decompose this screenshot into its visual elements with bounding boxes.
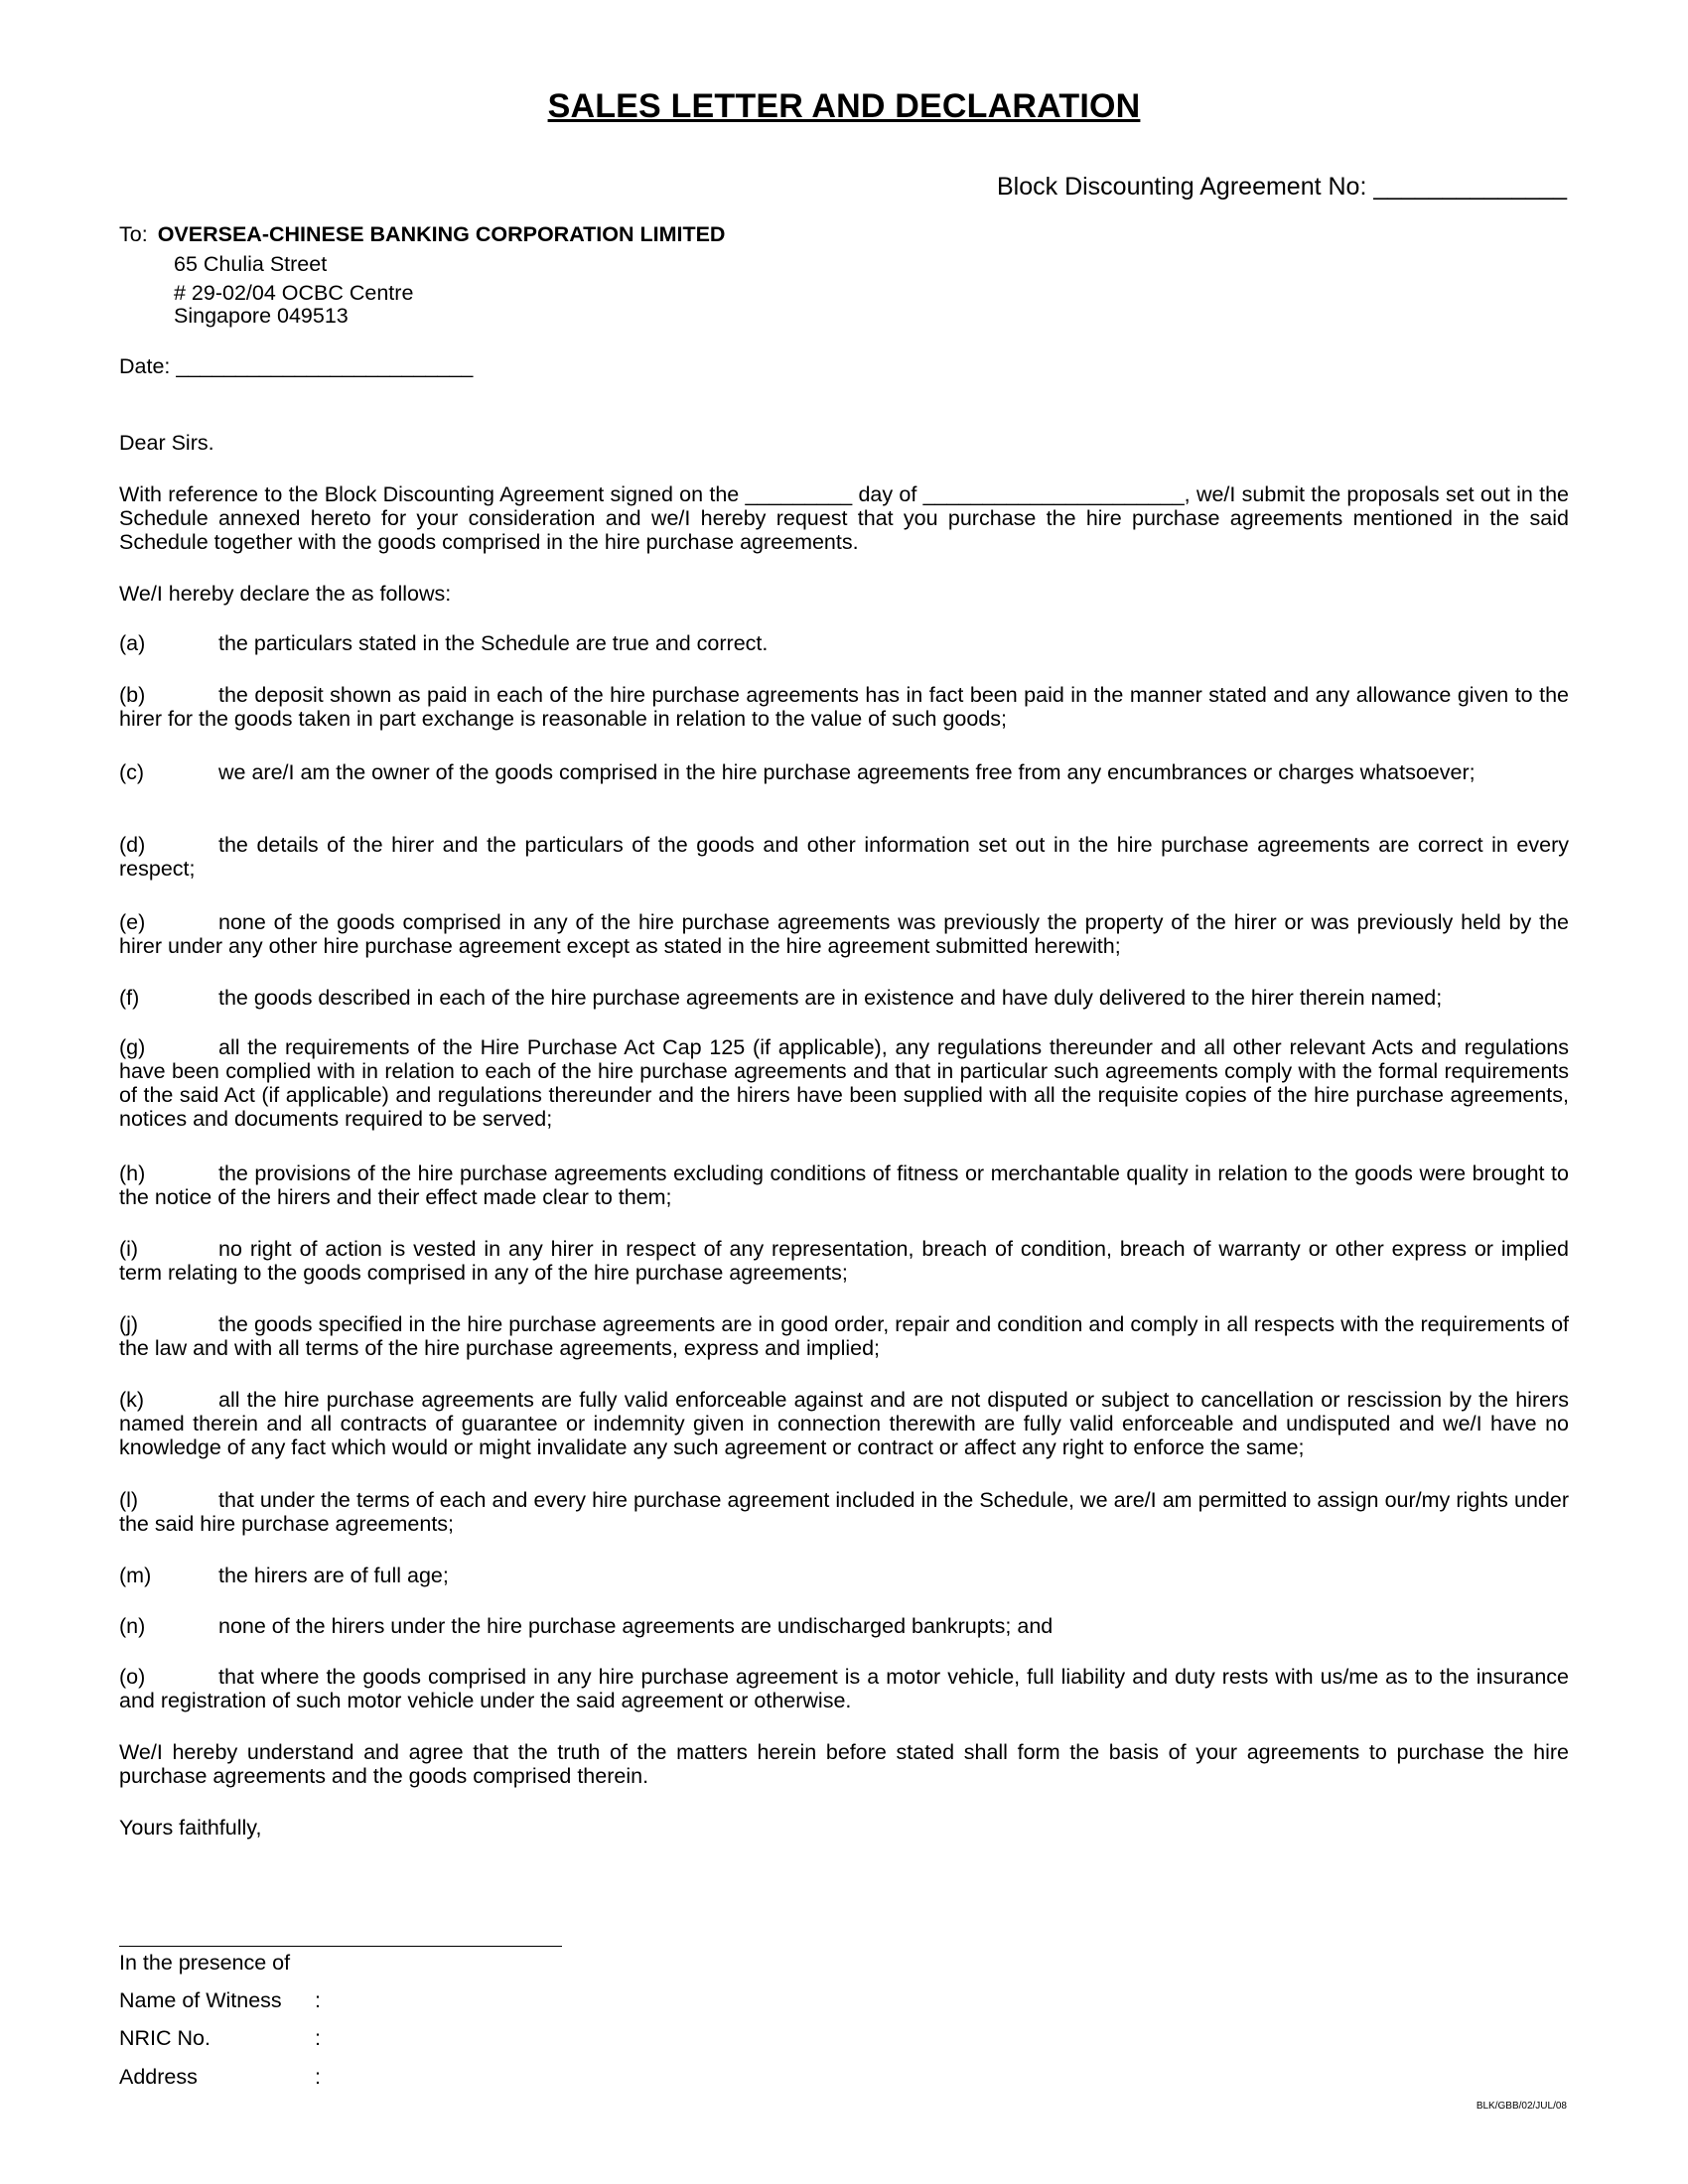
- clause-o: [119, 1665, 1569, 1712]
- clause-text: the goods specified in the hire purchase agreements are in good order, repair and condition and comply in all respects with the requirements of the law and with all terms of the hire purchase agreements, express and implied;: [119, 1312, 1569, 1360]
- to-label: To:: [119, 222, 148, 246]
- in-presence-of: In the presence of: [119, 1951, 291, 1975]
- clause-label: (g): [119, 1035, 146, 1059]
- clause-text: the goods described in each of the hire purchase agreements are in existence and have duly delivered to the hirer therein named;: [218, 986, 1443, 1010]
- address-label: Address: [119, 2065, 198, 2089]
- clause-text: that where the goods comprised in any hire purchase agreement is a motor vehicle, full liability and duty rests with us/me as to the insurance and registration of such motor vehicle under the said agreement or otherwise.: [119, 1665, 1569, 1712]
- clause-text: all the requirements of the Hire Purchase Act Cap 125 (if applicable), any regulations thereunder and all other relevant Acts and regulations have been complied with in relation to each of the hire purchase agreements and that in particular such agreements comply with the formal requirements of the said Act (if applicable) and regulations thereunder and the hirers have been supplied with all the requisite copies of the hire purchase agreements, notices and documents required to be served;: [119, 1035, 1569, 1131]
- clause-label: (b): [119, 683, 146, 707]
- clause-f: [119, 986, 1569, 1010]
- clause-label: (n): [119, 1614, 146, 1638]
- clause-text: all the hire purchase agreements are fully valid enforceable against and are not disputed or subject to cancellation or rescission by the hirers named therein and all contracts of guarantee or indemnity given in connection therewith are fully valid enforceable and undisputed and we/I have no knowledge of any fact which would or might invalidate any such agreement or contract or affect any right to enforce the same;: [119, 1388, 1569, 1459]
- address-field: [119, 2065, 321, 2090]
- bank-name: OVERSEA-CHINESE BANKING CORPORATION LIMITED: [157, 222, 726, 246]
- date-field: Date: _________________________: [119, 354, 474, 378]
- recipient-line: [119, 222, 725, 247]
- clause-l: [119, 1488, 1569, 1536]
- address-line-2: # 29-02/04 OCBC Centre: [174, 281, 414, 305]
- clause-label: (i): [119, 1237, 139, 1261]
- address-line-1: 65 Chulia Street: [174, 252, 328, 276]
- witness-name-colon: :: [315, 1988, 321, 2012]
- intro-paragraph: With reference to the Block Discounting Agreement signed on the _________ day of ______________________, we/I submit the proposals set out in the Schedule annexed hereto for your consideration and we/I hereby request that you purchase the hire purchase agreements mentioned in the said Schedule together with the goods comprised in the hire purchase agreements.: [119, 482, 1569, 554]
- closing-paragraph: We/I hereby understand and agree that the truth of the matters herein before stated shall form the basis of your agreements to purchase the hire purchase agreements and the goods comprised therein.: [119, 1740, 1569, 1788]
- nric-label: NRIC No.: [119, 2026, 211, 2050]
- clause-c: [119, 760, 1569, 784]
- clause-label: (l): [119, 1488, 139, 1512]
- document-title: SALES LETTER AND DECLARATION: [547, 87, 1141, 125]
- clause-label: (f): [119, 986, 140, 1010]
- clause-label: (m): [119, 1564, 152, 1587]
- declare-intro: We/I hereby declare the as follows:: [119, 582, 452, 606]
- agreement-number-field: Block Discounting Agreement No: ______________: [996, 173, 1567, 201]
- clause-g: [119, 1035, 1569, 1131]
- clause-text: the details of the hirer and the particulars of the goods and other information set out in the hire purchase agreements are correct in every respect;: [119, 833, 1569, 881]
- clause-k: [119, 1388, 1569, 1459]
- clause-label: (a): [119, 631, 146, 655]
- salutation: Dear Sirs.: [119, 431, 214, 455]
- clause-text: none of the hirers under the hire purchase agreements are undischarged bankrupts; and: [218, 1614, 1054, 1638]
- signature-line: [119, 1946, 562, 1947]
- clause-n: [119, 1614, 1569, 1638]
- clause-text: the hirers are of full age;: [218, 1564, 449, 1587]
- clause-e: [119, 910, 1569, 958]
- clause-label: (k): [119, 1388, 145, 1412]
- address-colon: :: [315, 2065, 321, 2089]
- clause-text: that under the terms of each and every hire purchase agreement included in the Schedule, we are/I am permitted to assign our/my rights under the said hire purchase agreements;: [119, 1488, 1569, 1536]
- clause-label: (h): [119, 1161, 146, 1185]
- clause-text: we are/I am the owner of the goods comprised in the hire purchase agreements free from any encumbrances or charges whatsoever;: [218, 760, 1476, 784]
- clause-text: none of the goods comprised in any of the hire purchase agreements was previously the property of the hirer or was previously held by the hirer under any other hire purchase agreement except as stated in the hire agreement submitted herewith;: [119, 910, 1569, 958]
- clause-j: [119, 1312, 1569, 1360]
- clause-h: [119, 1161, 1569, 1209]
- clause-m: [119, 1564, 1569, 1587]
- nric-colon: :: [315, 2026, 321, 2050]
- clause-text: the deposit shown as paid in each of the hire purchase agreements has in fact been paid in the manner stated and any allowance given to the hirer for the goods taken in part exchange is reasonable in relation to the value of such goods;: [119, 683, 1569, 731]
- clause-label: (d): [119, 833, 146, 857]
- clause-i: [119, 1237, 1569, 1285]
- nric-field: [119, 2026, 321, 2051]
- clause-a: [119, 631, 1569, 655]
- clause-b: [119, 683, 1569, 731]
- clause-label: (o): [119, 1665, 146, 1689]
- sign-off: Yours faithfully,: [119, 1816, 262, 1840]
- clause-d: [119, 833, 1569, 881]
- witness-name-label: Name of Witness: [119, 1988, 282, 2012]
- clause-label: (e): [119, 910, 146, 934]
- clause-text: the particulars stated in the Schedule are true and correct.: [218, 631, 769, 655]
- clause-label: (c): [119, 760, 145, 784]
- clause-text: no right of action is vested in any hirer in respect of any representation, breach of condition, breach of warranty or other express or implied term relating to the goods comprised in any of the hire purchase agreements;: [119, 1237, 1569, 1285]
- clause-text: the provisions of the hire purchase agreements excluding conditions of fitness or merchantable quality in relation to the goods were brought to the notice of the hirers and their effect made clear to them;: [119, 1161, 1569, 1209]
- address-line-3: Singapore 049513: [174, 304, 349, 328]
- clause-label: (j): [119, 1312, 139, 1336]
- witness-name-field: [119, 1988, 321, 2013]
- form-reference-code: BLK/GBB/02/JUL/08: [1476, 2101, 1567, 2112]
